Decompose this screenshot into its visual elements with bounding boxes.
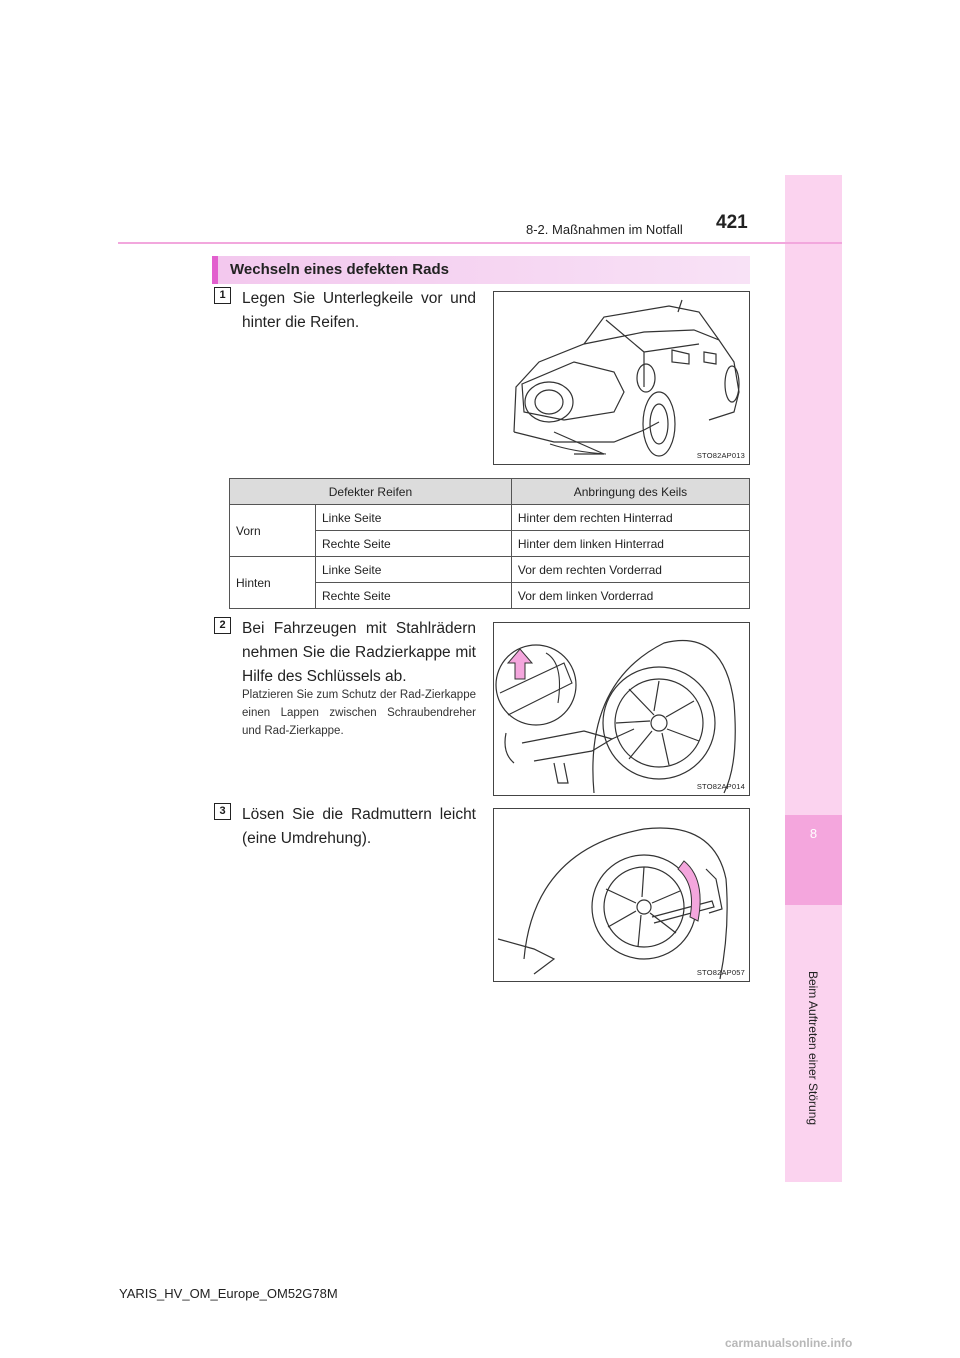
chapter-label: Beim Auftreten einer Störung <box>806 970 820 1126</box>
page-number: 421 <box>716 212 748 233</box>
step-number-3: 3 <box>214 803 231 820</box>
section-heading <box>212 256 750 284</box>
step-3-text: Lösen Sie die Radmuttern leicht (eine Umdrehung). <box>242 806 476 847</box>
table-row <box>230 505 750 531</box>
wheel-cap-illustration <box>494 623 750 796</box>
figure-car-wheel-chocks <box>493 291 750 465</box>
wheel-nut-illustration <box>494 809 750 982</box>
header-section-title: 8-2. Maßnahmen im Notfall <box>526 222 683 237</box>
figure-loosen-nuts <box>493 808 750 982</box>
watermark: carmanualsonline.info <box>725 1336 853 1350</box>
step-2-note: Platzieren Sie zum Schutz der Rad-Zierkappe einen Lappen zwischen Schraubendreher und Rad-Zierkappe. <box>242 689 476 737</box>
table-header-row <box>230 479 750 505</box>
step-number-2: 2 <box>214 617 231 634</box>
table-cell-group: Vorn <box>230 505 316 557</box>
figure-code: STO82AP057 <box>696 968 745 977</box>
table-cell: Linke Seite <box>316 557 512 583</box>
table-row <box>230 557 750 583</box>
section-title: Wechseln eines defekten Rads <box>230 261 449 278</box>
step-2-text: Bei Fahrzeugen mit Stahlrädern nehmen Sie die Radzierkappe mit Hilfe des Schlüssels ab. <box>242 620 476 685</box>
table-cell: Rechte Seite <box>316 531 512 557</box>
table-header-cell: Defekter Reifen <box>230 479 512 505</box>
table-cell: Hinter dem linken Hinterrad <box>511 531 749 557</box>
chapter-number: 8 <box>809 826 818 841</box>
table-cell: Rechte Seite <box>316 583 512 609</box>
table-cell: Hinter dem rechten Hinterrad <box>511 505 749 531</box>
table-cell: Linke Seite <box>316 505 512 531</box>
wheel-chock-table <box>229 478 750 609</box>
footer-document-code: YARIS_HV_OM_Europe_OM52G78M <box>119 1286 338 1301</box>
figure-remove-wheel-cap <box>493 622 750 796</box>
step-number-1: 1 <box>214 287 231 304</box>
figure-code: STO82AP013 <box>696 451 745 460</box>
table-cell-group: Hinten <box>230 557 316 609</box>
step-1-text: Legen Sie Unterlegkeile vor und hinter die Reifen. <box>242 290 476 331</box>
table-cell: Vor dem rechten Vorderrad <box>511 557 749 583</box>
car-illustration <box>494 292 750 465</box>
header-rule <box>118 242 842 244</box>
table-cell: Vor dem linken Vorderrad <box>511 583 749 609</box>
table-header-cell: Anbringung des Keils <box>511 479 749 505</box>
figure-code: STO82AP014 <box>696 782 745 791</box>
